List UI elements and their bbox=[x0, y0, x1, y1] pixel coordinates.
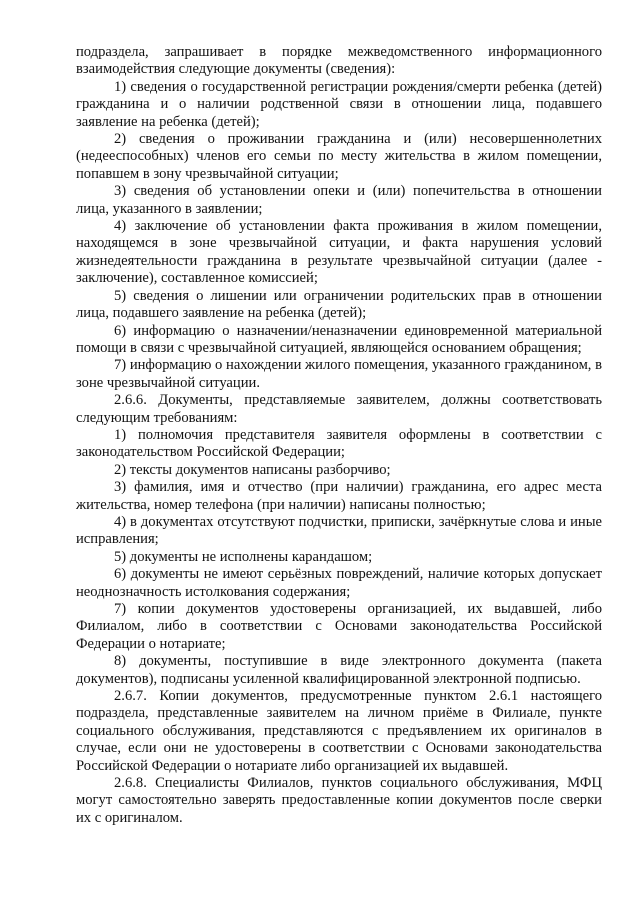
requirement-item-1: 1) полномочия представителя заявителя оформлены в соответствии с законодательством Российской Федерации; bbox=[76, 426, 602, 461]
requirement-item-2: 2) тексты документов написаны разборчиво; bbox=[114, 461, 391, 478]
paragraph-item-2: 2) сведения о проживании гражданина и (или) несовершеннолетних (недееспособных) членов его семьи по месту жительства в жилом помещении, попавшем в зону чрезвычайной ситуации; bbox=[76, 131, 602, 182]
requirement-item-7: 7) копии документов удостоверены организацией, их выдавшей, либо Филиалом, либо в соответствии с Основами законодательства Российской Федерации о нотариате; bbox=[76, 601, 602, 652]
paragraph-continuation: подраздела, запрашивает в порядке межведомственного информационного взаимодействия следующие документы (сведения): bbox=[76, 44, 602, 78]
section-2-6-7: 2.6.7. Копии документов, предусмотренные пунктом 2.6.1 настоящего подраздела, представленные заявителем на личном приёме в Филиале, пункте социального обслуживания, представляются с предъявлением их оригиналов в случае, если они не удостоверены в соответствии с Основами законодательства Российской Федерации о нотариате либо организацией их выдавшей. bbox=[76, 688, 602, 774]
paragraph-item-3: 3) сведения об установлении опеки и (или) попечительства в отношении лица, указанного в заявлении; bbox=[76, 183, 602, 217]
paragraph-item-4: 4) заключение об установлении факта проживания в жилом помещении, находящемся в зоне чрезвычайной ситуации, и факта нарушения условий жизнедеятельности гражданина в результате чрезвычайной ситуации (далее - заключение), составленное комиссией; bbox=[76, 218, 602, 287]
section-2-6-8: 2.6.8. Специалисты Филиалов, пунктов социального обслуживания, МФЦ могут самостоятельно заверять предоставленные копии документов после сверки их с оригиналом. bbox=[76, 775, 602, 826]
requirement-item-6: 6) документы не имеют серьёзных повреждений, наличие которых допускает неоднозначность истолкования содержания; bbox=[76, 566, 602, 600]
paragraph-item-6: 6) информацию о назначении/неназначении единовременной материальной помощи в связи с чрезвычайной ситуацией, являющейся основанием обращения; bbox=[76, 322, 602, 356]
requirement-item-5: 5) документы не исполнены карандашом; bbox=[114, 548, 373, 565]
document-page bbox=[76, 44, 602, 827]
requirement-item-4: 4) в документах отсутствуют подчистки, приписки, зачёркнутые слова и иные исправления; bbox=[76, 513, 602, 548]
requirement-item-8: 8) документы, поступившие в виде электронного документа (пакета документов), подписаны усиленной квалифицированной электронной подписью. bbox=[76, 653, 602, 687]
paragraph-item-5: 5) сведения о лишении или ограничении родительских прав в отношении лица, подавшего заявление на ребенка (детей); bbox=[76, 287, 602, 322]
requirement-item-3: 3) фамилия, имя и отчество (при наличии) гражданина, его адрес места жительства, номер телефона (при наличии) написаны полностью; bbox=[76, 479, 602, 513]
paragraph-item-1: 1) сведения о государственной регистрации рождения/смерти ребенка (детей) гражданина и о наличии родственной связи в отношении лица, подавшего заявление на ребенка (детей); bbox=[76, 78, 602, 130]
section-2-6-6: 2.6.6. Документы, представляемые заявителем, должны соответствовать следующим требованиям: bbox=[76, 392, 602, 426]
paragraph-item-7: 7) информацию о нахождении жилого помещения, указанного гражданином, в зоне чрезвычайной ситуации. bbox=[76, 357, 602, 391]
